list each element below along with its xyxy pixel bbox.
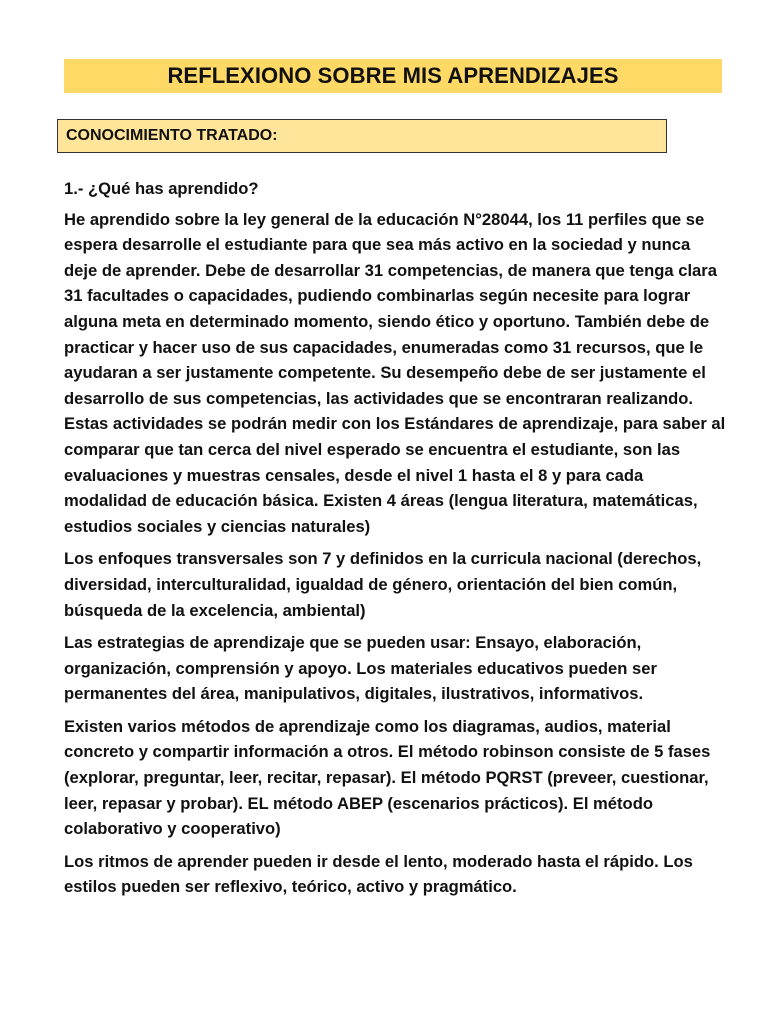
paragraph-learned: He aprendido sobre la ley general de la educación N°28044, los 11 perfiles que se espera desarrolle el estudiante para que sea más activo en la sociedad y nunca deje de aprender. Debe de desarrollar 31 competencias, de manera que tenga clara 31 facultades o capacidades, pudiendo combinarlas según necesite para lograr alguna meta en determinado momento, siendo ético y oportuno. También debe de practicar y hacer uso de sus capacidades, enumeradas como 31 recursos, que le ayudaran a ser justamente competente. Su desempeño debe de ser justamente el desarrollo de sus competencias, las actividades que se encontraran realizando. Estas actividades se podrán medir con los Estándares de aprendizaje, para saber al comparar que tan cerca del nivel esperado se encuentra el estudiante, son las evaluaciones y muestras censales, desde el nivel 1 hasta el 8 y para cada modalidad de educación básica. Existen 4 áreas (lengua literatura, matemáticas, estudios sociales y ciencias naturales)	[64, 209, 726, 536]
section-label-box	[57, 119, 667, 153]
title-banner	[64, 59, 722, 93]
question-heading: 1.- ¿Qué has aprendido?	[64, 179, 259, 198]
page-title: REFLEXIONO SOBRE MIS APRENDIZAJES	[167, 63, 619, 88]
paragraph-learning-methods: Existen varios métodos de aprendizaje como los diagramas, audios, material concreto y compartir información a otros. El método robinson consiste de 5 fases (explorar, preguntar, leer, recitar, repasar). El método PQRST (preveer, cuestionar, leer, repasar y probar). EL método ABEP (escenarios prácticos). El método colaborativo y cooperativo)	[64, 716, 711, 839]
section-label: CONOCIMIENTO TRATADO:	[66, 127, 278, 144]
paragraph-learning-strategies: Las estrategias de aprendizaje que se pueden usar: Ensayo, elaboración, organización, comprensión y apoyo. Los materiales educativos pueden ser permanentes del área, manipulativos, digitales, ilustrativos, informativos.	[64, 633, 657, 704]
paragraph-learning-rhythms: Los ritmos de aprender pueden ir desde el lento, moderado hasta el rápido. Los estilos pueden ser reflexivo, teórico, activo y pragmático.	[64, 851, 693, 897]
document-body	[64, 176, 728, 907]
paragraph-transversal-approaches: Los enfoques transversales son 7 y definidos en la curricula nacional (derechos, diversidad, interculturalidad, igualdad de género, orientación del bien común, búsqueda de la excelencia, ambiental)	[64, 549, 702, 620]
